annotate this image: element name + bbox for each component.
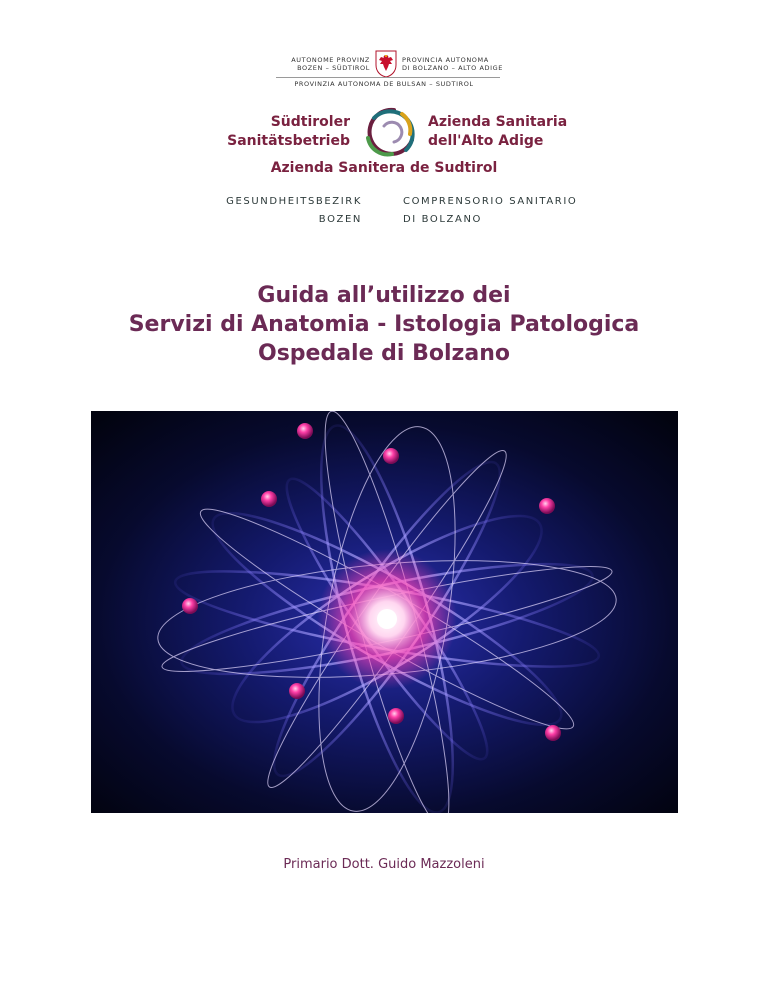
title-line3: Ospedale di Bolzano xyxy=(258,341,510,366)
abstract-atom-icon xyxy=(91,411,678,813)
tyrolean-eagle-icon xyxy=(374,50,398,78)
ha-left-line1: Südtiroler xyxy=(270,114,350,130)
health-authority-italian xyxy=(428,113,598,151)
province-divider xyxy=(276,77,500,78)
district-right-line1: COMPRENSORIO SANITARIO xyxy=(403,196,578,207)
ha-left-line2: Sanitätsbetrieb xyxy=(227,133,350,149)
district-german xyxy=(150,193,362,229)
health-authority-ladin: Azienda Sanitera de Sudtirol xyxy=(270,160,498,176)
title-line1: Guida all’utilizzo dei xyxy=(257,283,511,308)
province-name-german xyxy=(270,56,370,72)
ha-right-line1: Azienda Sanitaria xyxy=(428,114,568,130)
province-name-ladin: PROVINZIA AUTONOMA DE BULSAN – SUDTIROL xyxy=(294,80,474,88)
ha-right-line2: dell'Alto Adige xyxy=(428,133,544,149)
district-right-line2: DI BOLZANO xyxy=(403,214,482,225)
province-right-line1: PROVINCIA AUTONOMA xyxy=(402,56,489,64)
province-left-line1: AUTONOME PROVINZ xyxy=(291,56,370,64)
province-right-line2: DI BOLZANO – ALTO ADIGE xyxy=(402,64,503,72)
health-authority-german xyxy=(200,113,350,151)
author-line: Primario Dott. Guido Mazzoleni xyxy=(283,857,485,872)
district-left-line2: BOZEN xyxy=(318,214,362,225)
province-left-line2: BOZEN – SÜDTIROL xyxy=(297,64,370,72)
district-italian xyxy=(403,193,623,229)
province-name-italian xyxy=(402,56,522,72)
document-title xyxy=(40,281,728,368)
interlocking-rings-icon xyxy=(354,104,426,162)
district-left-line1: GESUNDHEITSBEZIRK xyxy=(226,196,362,207)
title-line2: Servizi di Anatomia - Istologia Patologica xyxy=(128,312,640,337)
